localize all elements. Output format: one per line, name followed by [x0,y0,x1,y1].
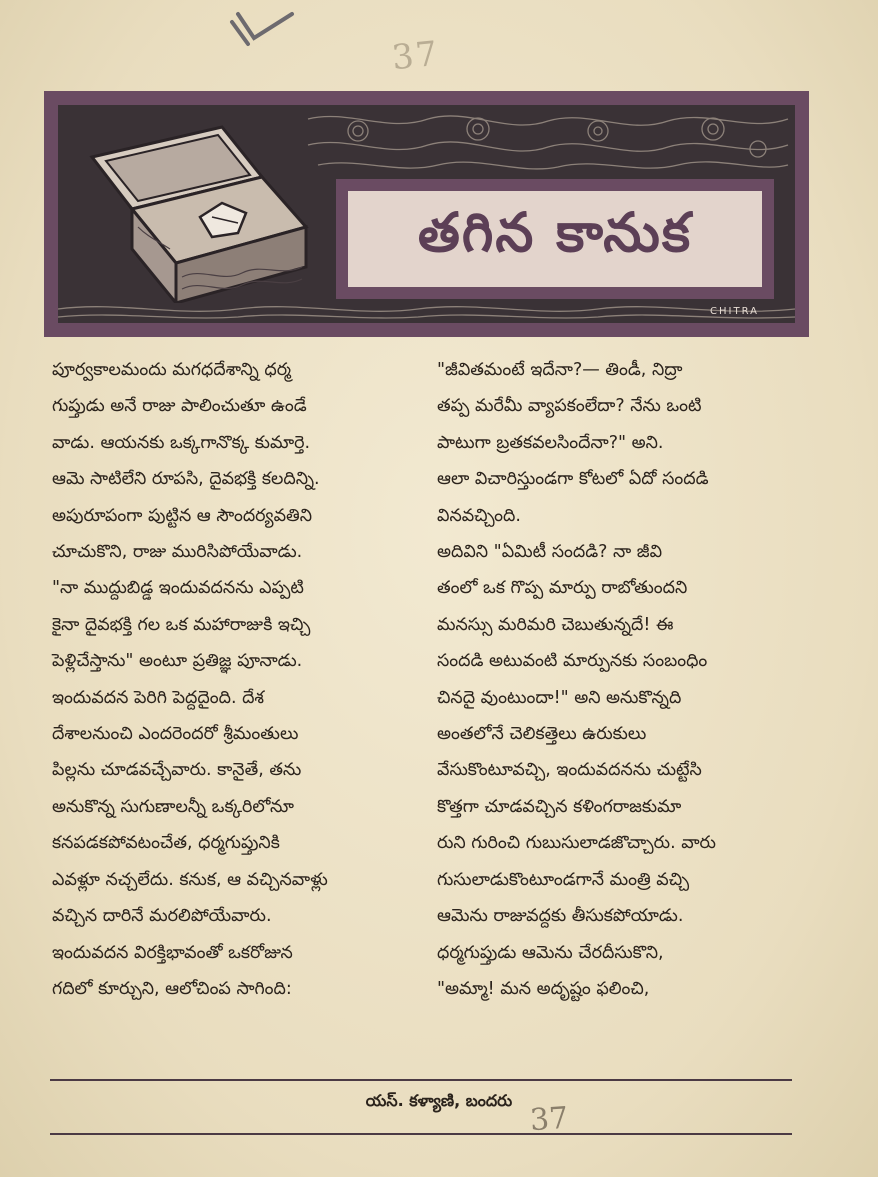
title-panel [348,191,762,287]
footer-divider-top [50,1079,792,1081]
paragraph: పూర్వకాలమందు మగధదేశాన్ని ధర్మ గుప్తుడు అనే రాజు పాలించుతూ ఉండే వాడు. ఆయనకు ఒక్కగానొక్క కుమార్తె. ఆమె సాటిలేని రూపసి, దైవభక్తి కలదిన్ని. అపురూపంగా పుట్టిన ఆ సౌందర్యవతిని చూచుకొని, రాజు మురిసిపోయేవాడు. [52,360,320,563]
paragraph: "నా ముద్దుబిడ్డ ఇందువదనను ఎప్పటి కైనా దైవభక్తి గల ఒక మహారాజుకి ఇచ్చి పెళ్లిచేస్తాను" అంటూ ప్రతిజ్ఞ పూనాడు. [52,578,311,672]
jewel-casket-illustration [72,117,322,303]
banner-artwork [58,105,795,323]
footer-divider-bottom [50,1133,792,1135]
paragraph: ఇందువదన విరక్తిభావంతో ఒకరోజున గదిలో కూర్చుని, ఆలోచింప సాగింది: [52,942,293,999]
handwritten-page-number: 37 [390,33,442,79]
story-title: తగిన కానుక [417,200,693,264]
illustrator-signature: CHITRA [710,306,759,317]
paragraph: ధర్మగుప్తుడు ఆమెను చేరదీసుకొని, "అమ్మా! మన అదృష్టం ఫలించి, [437,942,664,999]
title-frame [336,179,774,299]
right-text-column [437,352,812,1007]
checkmark-scribble-icon [228,8,298,52]
paragraph: అదివిని "ఏమిటీ సందడి? నా జీవి తంలో ఒక గొప్ప మార్పు రాబోతుందని మనస్సు మరిమరి చెబుతున్నదే! ఈ సందడి అటువంటి మార్పునకు సంబంధిం చినదై వుంటుందా!" అని అనుకొన్నది [437,542,708,708]
story-title-banner [44,91,809,337]
paragraph: "జీవితమంటే ఇదేనా?— తిండీ, నిద్రా తప్ప మరేమీ వ్యాపకంలేదా? నేను ఒంటి పాటుగా బ్రతకవలసిందేనా?" అని. ఆలా విచారిస్తుండగా కోటలో ఏదో సందడి వినవచ్చింది. [437,360,709,526]
left-text-column [52,352,427,1007]
handwritten-page-number-bottom: 37 [528,1100,570,1139]
author-credit: యస్. కళ్యాణి, బందరు [365,1091,513,1110]
paragraph: అంతలోనే చెలికత్తెలు ఉరుకులు వేసుకొంటూవచ్చి, ఇందువదనను చుట్టేసి కొత్తగా చూడవచ్చిన కళింగరాజకుమా రుని గురించి గుబుసులాడజొచ్చారు. వారు గుసులాడుకొంటూండగానే మంత్రి వచ్చి ఆమెను రాజువద్దకు తీసుకపోయాడు. [437,724,716,927]
paragraph: ఇందువదన పెరిగి పెద్దదైంది. దేశ దేశాలనుంచి ఎందరెందరో శ్రీమంతులు పిల్లను చూడవచ్చేవారు. కానైతే, తను అనుకొన్న సుగుణాలన్నీ ఒక్కరిలోనూ కనపడకపోవటంచేత, ధర్మగుప్తునికి ఎవళ్లూ నచ్చలేదు. కనుక, ఆ వచ్చినవాళ్లు వచ్చిన దారినే మరలిపోయేవారు. [52,687,328,927]
